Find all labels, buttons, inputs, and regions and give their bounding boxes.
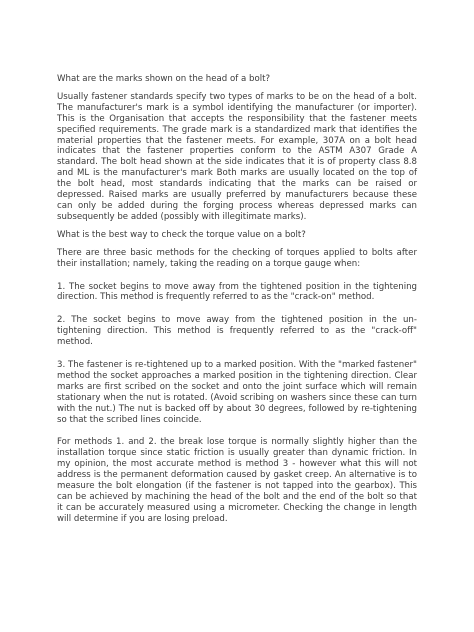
paragraph-method-2: 2. The socket begins to move away from the tightened position in the un-tightening direction. This method is frequently referred to as the "crack-off" method.	[57, 315, 417, 348]
paragraph-bolt-marks: Usually fastener standards specify two types of marks to be on the head of a bolt. The manufacturer's mark is a symbol identifying the manufacturer (or importer). This is the Organisation that accepts the responsibility that the fastener meets specified requirements. The grade mark is a standardized mark that identifies the material properties that the fastener meets. For example, 307A on a bolt head indicates that the fastener properties conform to the ASTM A307 Grade A standard. The bolt head shown at the side indicates that it is of property class 8.8 and ML is the manufacturer's mark Both marks are usually located on the top of the bolt head, most standards indicating that the marks can be raised or depressed. Raised marks are usually preferred by manufacturers because these can only be added during the forging process whereas depressed marks can subsequently be added (possibly with illegitimate marks).	[57, 91, 417, 222]
paragraph-torque-intro: There are three basic methods for the checking of torques applied to bolts after their installation; namely, taking the reading on a torque gauge when:	[57, 247, 417, 269]
document-body	[57, 74, 417, 532]
question-heading-torque-check: What is the best way to check the torque value on a bolt?	[57, 229, 306, 240]
paragraph-method-1: 1. The socket begins to move away from the tightened position in the tightening direction. This method is frequently referred to as the "crack-on" method.	[57, 281, 417, 303]
question-heading-bolt-marks: What are the marks shown on the head of a bolt?	[57, 74, 271, 84]
paragraph-method-3: 3. The fastener is re-tightened up to a marked position. With the "marked fastener" method the socket approaches a marked position in the tightening direction. Clear marks are first scribed on the socket and onto the joint surface which will remain stationary when the nut is rotated. (Avoid scribing on washers since these can turn with the nut.) The nut is backed off by about 30 degrees, followed by re-tightening so that the scribed lines coincide.	[57, 360, 417, 425]
paragraph-conclusion: For methods 1. and 2. the break lose torque is normally slightly higher than the installation torque since static friction is usually greater than dynamic friction. In my opinion, the most accurate method is method 3 - however what this will not address is the permanent deformation caused by gasket creep. An alternative is to measure the bolt elongation (if the fastener is not tapped into the gearbox). This can be achieved by machining the head of the bolt and the end of the bolt so that it can be accurately measured using a micrometer. Checking the change in length will determine if you are losing preload.	[57, 437, 417, 524]
